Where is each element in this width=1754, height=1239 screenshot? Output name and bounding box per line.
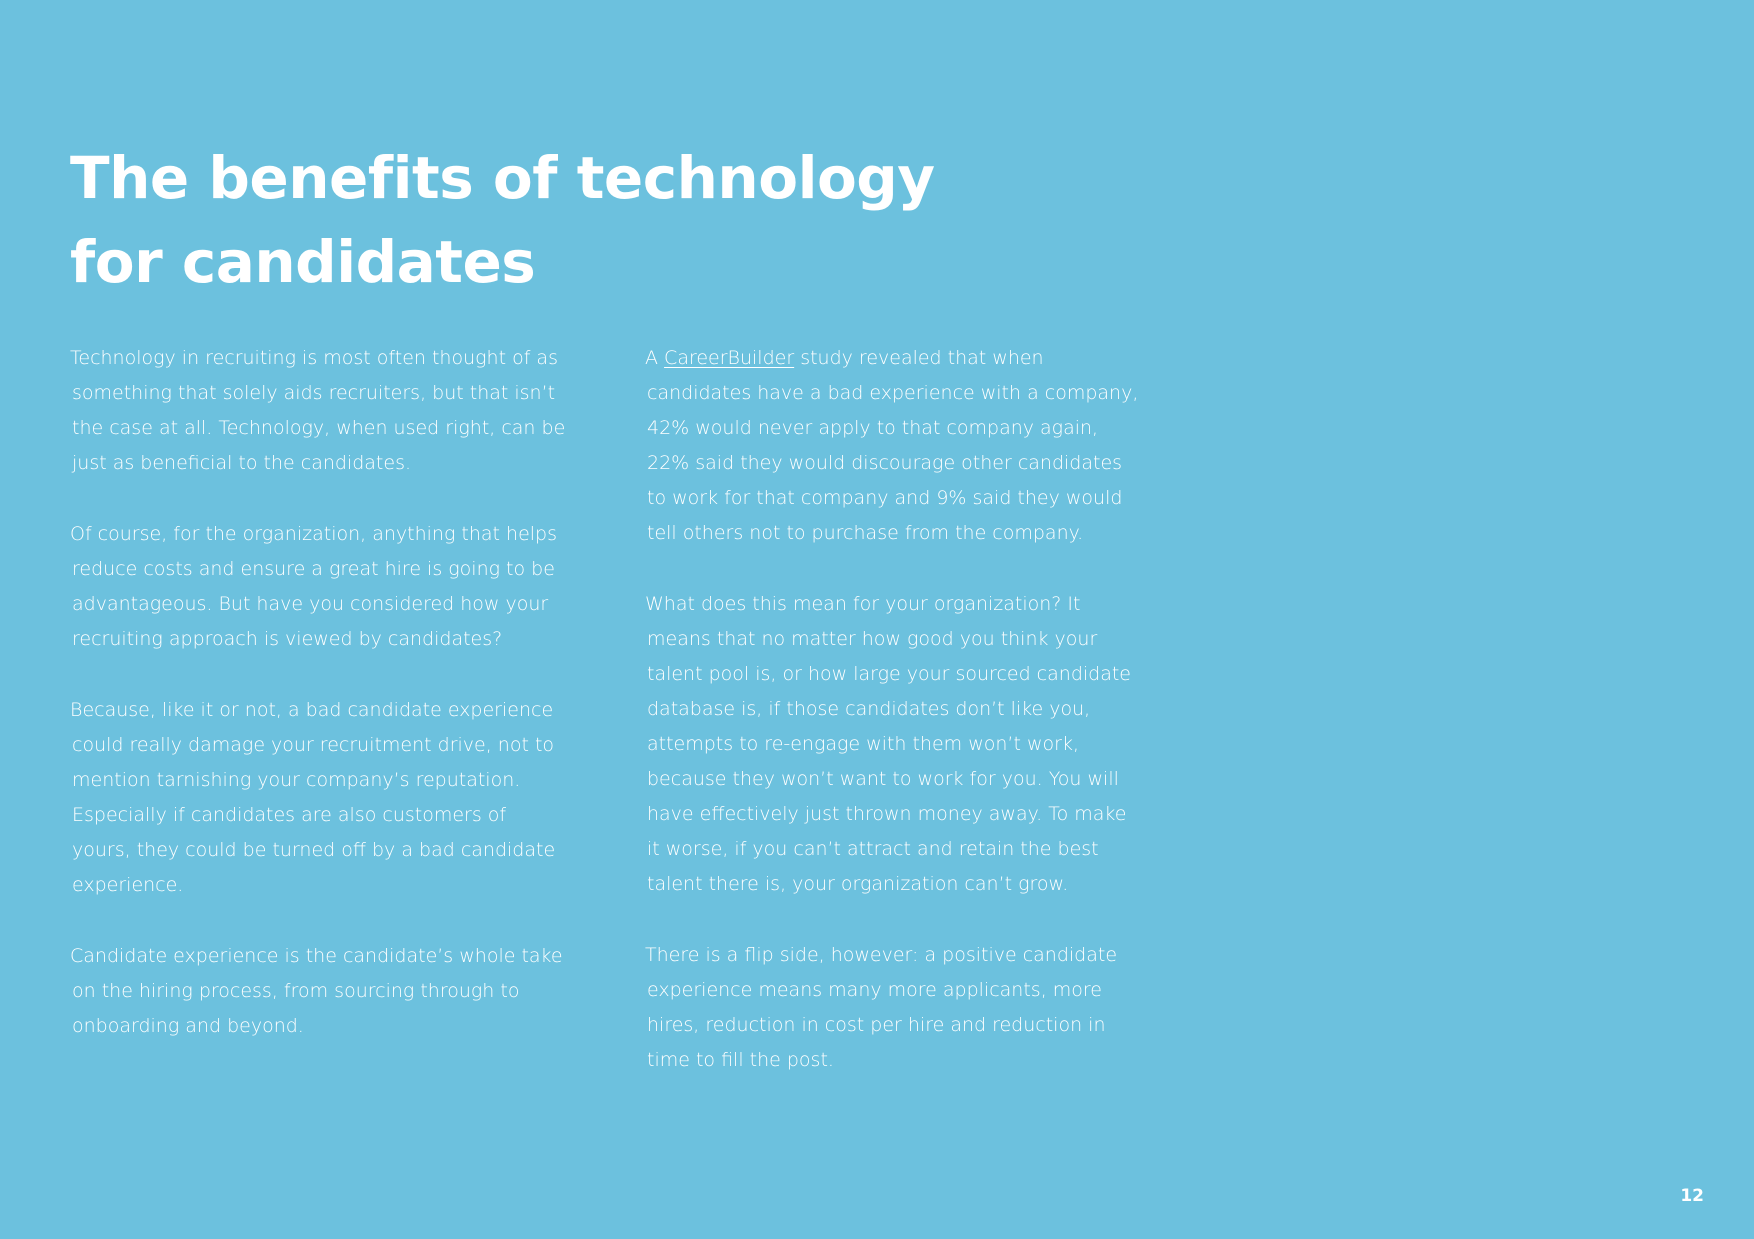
paragraph-organization <box>70 517 590 657</box>
text-line: database is, if those candidates don’t like you, <box>647 698 1091 720</box>
text-line: time to fill the post. <box>647 1049 834 1071</box>
text-line: have effectively just thrown money away. To make <box>647 803 1127 825</box>
text-prefix: A <box>645 347 665 369</box>
text-suffix: study revealed that when <box>794 347 1044 369</box>
page-title-line-2: for candidates <box>70 228 536 296</box>
text-line: experience. <box>72 874 184 896</box>
paragraph-bad-experience <box>70 693 590 903</box>
paragraph-what-it-means <box>645 587 1165 902</box>
text-line: mention tarnishing your company’s reputation. <box>72 769 521 791</box>
text-line: Technology in recruiting is most often thought of as <box>70 347 558 369</box>
text-line: means that no matter how good you think your <box>647 628 1098 650</box>
text-line: attempts to re-engage with them won’t work, <box>647 733 1079 755</box>
paragraph-intro <box>70 341 590 481</box>
text-line: to work for that company and 9% said they would <box>647 487 1123 509</box>
careerbuilder-link[interactable]: CareerBuilder <box>664 347 795 369</box>
text-line: on the hiring process, from sourcing through to <box>72 980 520 1002</box>
text-line: What does this mean for your organization? It <box>645 593 1081 615</box>
paragraph-careerbuilder-study <box>645 341 1165 551</box>
text-line: talent there is, your organization can’t grow. <box>647 873 1069 895</box>
text-line: tell others not to purchase from the company. <box>647 522 1084 544</box>
text-line: advantageous. But have you considered how your <box>72 593 549 615</box>
text-line: yours, they could be turned off by a bad candidate <box>72 839 556 861</box>
text-line: it worse, if you can’t attract and retain the best <box>647 838 1099 860</box>
text-line: talent pool is, or how large your sourced candidate <box>647 663 1131 685</box>
text-line: recruiting approach is viewed by candidates? <box>72 628 503 650</box>
text-line: 22% said they would discourage other candidates <box>647 452 1123 474</box>
left-column <box>70 341 590 1080</box>
text-line: reduce costs and ensure a great hire is going to be <box>72 558 555 580</box>
page-number: 12 <box>1680 1186 1704 1206</box>
text-line: could really damage your recruitment drive, not to <box>72 734 555 756</box>
text-line: something that solely aids recruiters, but that isn’t <box>72 382 556 404</box>
text-line: experience means many more applicants, more <box>647 979 1102 1001</box>
text-line: just as beneficial to the candidates. <box>72 452 412 474</box>
paragraph-flip-side <box>645 938 1165 1078</box>
text-line: hires, reduction in cost per hire and reduction in <box>647 1014 1106 1036</box>
page-title <box>70 136 1050 304</box>
text-line <box>645 341 1165 376</box>
text-line: Because, like it or not, a bad candidate experience <box>70 699 554 721</box>
paragraph-candidate-experience <box>70 939 590 1044</box>
text-line: There is a flip side, however: a positive candidate <box>645 944 1118 966</box>
page-title-line-1: The benefits of technology <box>70 144 935 212</box>
text-line: Especially if candidates are also customers of <box>72 804 507 826</box>
text-line: Of course, for the organization, anything that helps <box>70 523 557 545</box>
text-line: candidates have a bad experience with a company, <box>647 382 1139 404</box>
text-line: the case at all. Technology, when used right, can be <box>72 417 566 439</box>
right-column <box>645 341 1165 1114</box>
text-line: onboarding and beyond. <box>72 1015 304 1037</box>
text-line: Candidate experience is the candidate’s whole take <box>70 945 563 967</box>
text-line: because they won’t want to work for you. You will <box>647 768 1119 790</box>
text-line: 42% would never apply to that company again, <box>647 417 1099 439</box>
